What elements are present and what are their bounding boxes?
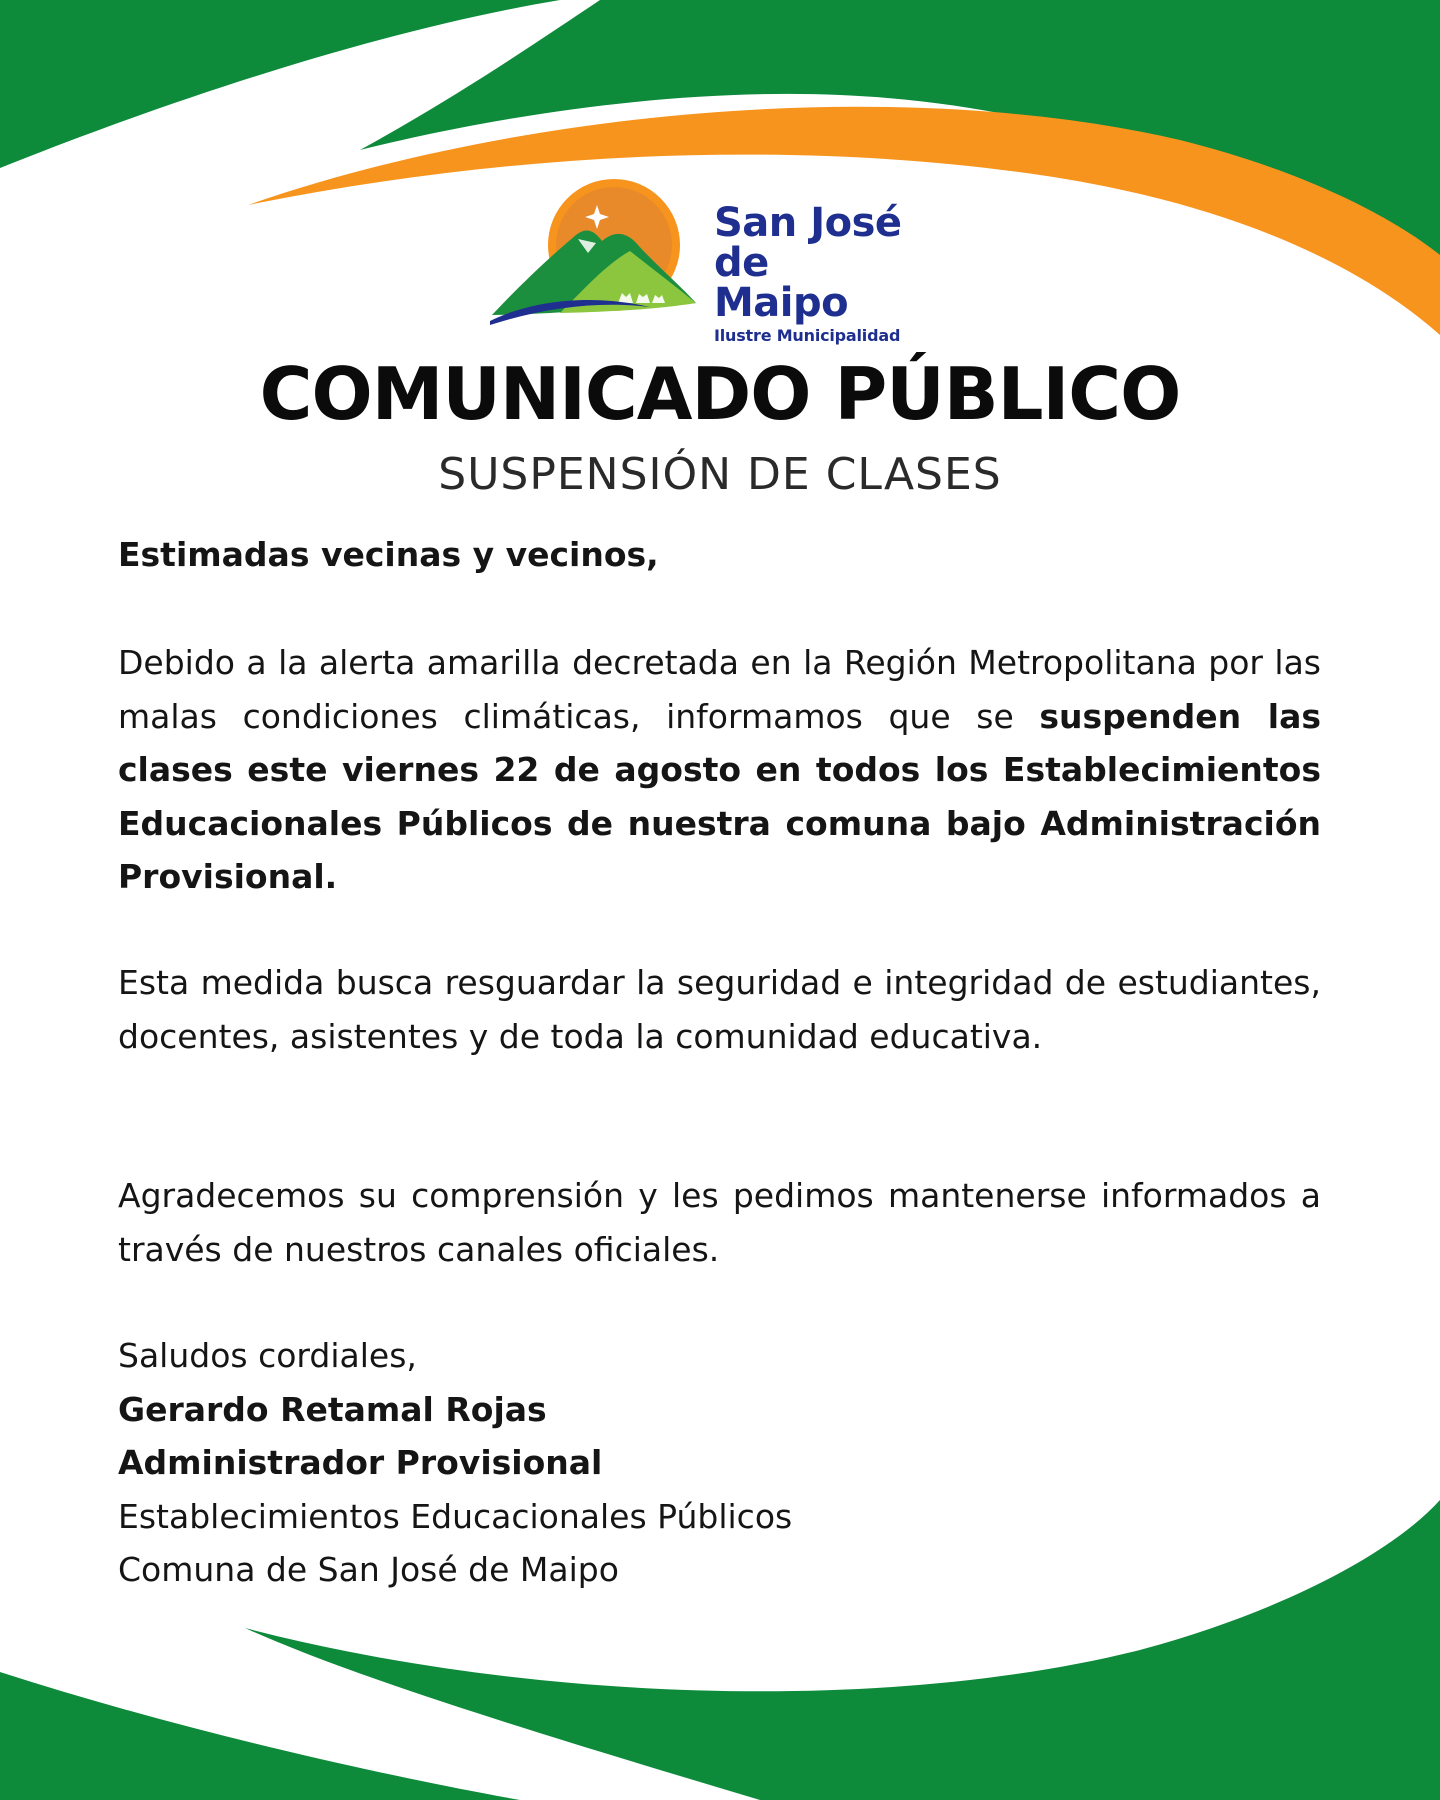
signature-commune: Comuna de San José de Maipo [118, 1550, 619, 1589]
paragraph-announcement [118, 636, 1321, 904]
signature-organization: Establecimientos Educacionales Públicos [118, 1496, 793, 1536]
signature-name: Gerardo Retamal Rojas [118, 1389, 547, 1429]
page-subtitle: SUSPENSIÓN DE CLASES [438, 449, 1002, 500]
mountain-sun-logo-icon [490, 175, 710, 325]
paragraph-purpose: Esta medida busca resguardar la seguridad e integridad de estudiantes, docentes, asistentes y de toda la comunidad educativa. [118, 963, 1321, 1056]
signature-closing: Saludos cordiales, [118, 1336, 417, 1375]
greeting: Estimadas vecinas y vecinos, [118, 535, 659, 574]
municipality-logo [490, 175, 910, 345]
logo-line-1: San José [714, 200, 902, 246]
logo-line-3: Ilustre Municipalidad [714, 326, 901, 345]
logo-line-2: de Maipo [714, 240, 849, 326]
signature-role: Administrador Provisional [118, 1443, 603, 1482]
announcement-highlight: suspenden las clases este viernes 22 de agosto en todos los Establecimientos Educacionales Públicos de nuestra comuna bajo Administración Provisional. [118, 696, 1322, 896]
logo-text [714, 200, 910, 347]
paragraph-thanks: Agradecemos su comprensión y les pedimos mantenerse informados a través de nuestros canales oficiales. [118, 1176, 1321, 1269]
signature-block [118, 1329, 1321, 1597]
announcement-intro: Debido a la alerta amarilla decretada en la Región Metropolitana por las malas condiciones climáticas, informamos que se [118, 643, 1321, 736]
page-title: COMUNICADO PÚBLICO [259, 352, 1181, 436]
